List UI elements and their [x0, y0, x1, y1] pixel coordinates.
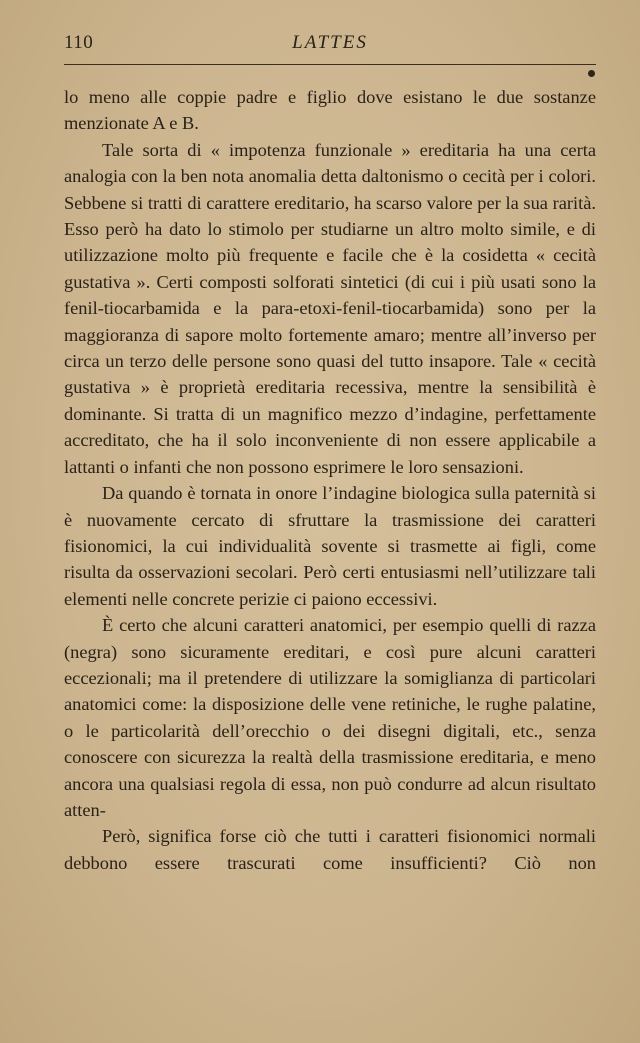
page-number: 110 — [64, 32, 94, 53]
header-rule — [64, 64, 596, 65]
ink-speck — [587, 69, 597, 79]
paragraph-question: Però, significa forse ciò che tutti i caratteri fisionomici normali debbono essere trascurati come insufficienti? Ciò non — [64, 826, 596, 873]
paragraph-anatomical-traits: È certo che alcuni caratteri anatomici, per esempio quelli di razza (negra) sono sicuramente ereditari, e così pure alcuni caratteri eccezionali; ma il pretendere di utilizzare la somiglianza di particolari anatomici come: la disposizione delle vene retiniche, le rughe palatine, o le particolarità dell’orecchio o dei disegni digitali, etc., senza conoscere con sicurezza la realtà della trasmissione ereditaria, e meno ancora una qualsiasi regola di essa, non può condurre ad alcun risultato atten- — [64, 615, 596, 820]
paragraph-continued: lo meno alle coppie padre e figlio dove esistano le due sostanze menzionate A e B. — [64, 87, 596, 134]
page-header — [64, 32, 596, 58]
paragraph-physiognomic-traits: Da quando è tornata in onore l’indagine biologica sulla paternità si è nuovamente cercato di sfruttare la trasmissione dei caratteri fisionomici, la cui individualità sovente si trasmette ai figli, come risulta da osservazioni secolari. Però certi entusiasmi nell’utilizzare tali elementi nelle concrete perizie ci paiono eccessivi. — [64, 483, 596, 609]
body-text — [64, 84, 596, 876]
running-head: LATTES — [292, 32, 368, 53]
paragraph-taste-blindness: Tale sorta di « impotenza funzionale » ereditaria ha una certa analogia con la ben nota anomalia detta daltonismo o cecità per i colori. Sebbene si tratti di carattere ereditario, ha scarso valore per la sua rarità. Esso però ha dato lo stimolo per studiarne un altro molto simile, e di utilizzazione molto più frequente e facile che è la cosidetta « cecità gustativa ». Certi composti solforati sintetici (di cui i più usati sono la fenil-tiocarbamida e la para-etoxi-fenil-tiocarbamida) sono per la maggioranza di sapore molto fortemente amaro; mentre all’inverso per circa un terzo delle persone sono quasi del tutto insapore. Tale « cecità gustativa » è proprietà ereditaria recessiva, mentre la sensibilità è dominante. Si tratta di un magnifico mezzo d’indagine, perfettamente accreditato, che ha il solo inconveniente di non essere applicabile a lattanti o infanti che non possono esprimere le loro sensazioni. — [64, 139, 596, 477]
